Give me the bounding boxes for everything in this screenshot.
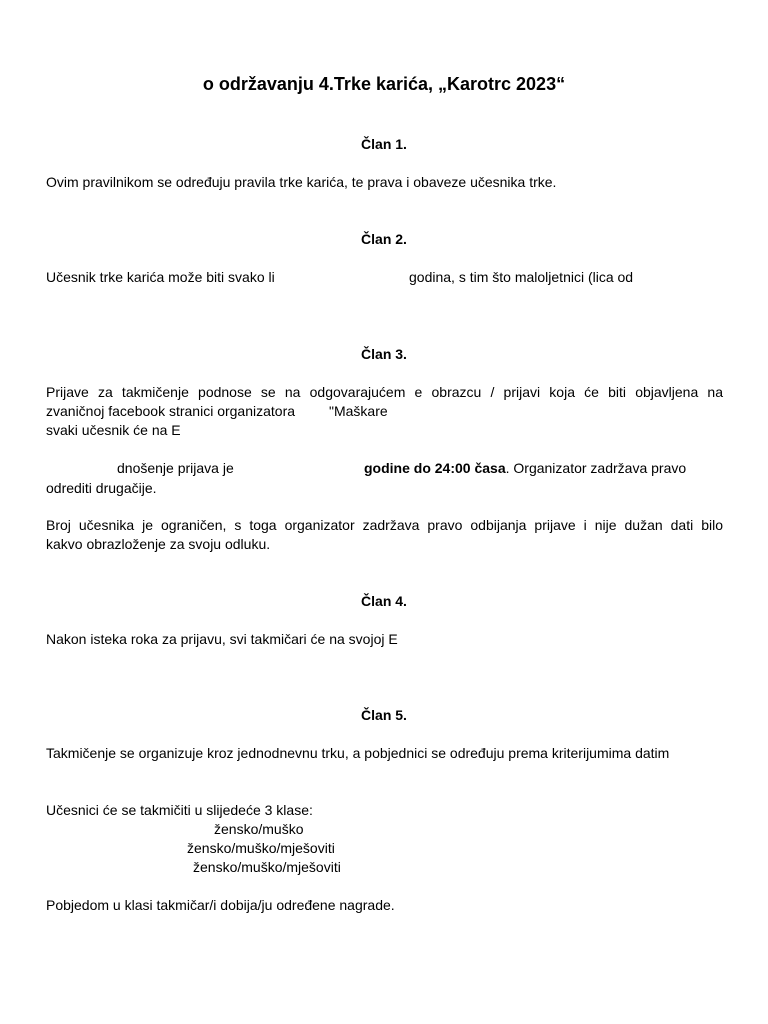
article-3-paragraph-1-line-2a: zvaničnoj facebook stranici organizatora xyxy=(46,403,296,419)
article-2-heading: Član 2. xyxy=(361,231,407,247)
class-item-2: žensko/muško/mješoviti xyxy=(187,840,335,856)
deadline-bold-text: godine do 24:00 časa xyxy=(364,460,506,476)
article-3-paragraph-2-end xyxy=(364,459,686,477)
article-3-heading: Član 3. xyxy=(361,346,407,362)
article-1-heading: Član 1. xyxy=(361,136,407,152)
article-3-paragraph-3-line-1: Broj učesnika je ograničen, s toga organizator zadržava pravo odbijanja prijave i nije dužan dati bilo xyxy=(46,517,723,533)
article-3-paragraph-1-line-1: Prijave za takmičenje podnose se na odgovarajućem e obrazcu / prijavi koja će biti objavljena na xyxy=(46,384,723,400)
class-item-1: žensko/muško xyxy=(214,821,304,837)
article-3-paragraph-1-line-3: svaki učesnik će na E xyxy=(46,422,181,438)
article-2-text-end: godina, s tim što maloljetnici (lica od xyxy=(409,269,634,285)
article-4-heading: Član 4. xyxy=(361,593,407,609)
article-1-text: Ovim pravilnikom se određuju pravila trke karića, te prava i obaveze učesnika trke. xyxy=(46,174,557,190)
article-3-paragraph-2-start: dnošenje prijava je xyxy=(117,460,234,476)
article-5-heading: Član 5. xyxy=(361,707,407,723)
article-4-text: Nakon isteka roka za prijavu, svi takmičari će na svojoj E xyxy=(46,631,398,647)
article-5-closing: Pobjedom u klasi takmičar/i dobija/ju određene nagrade. xyxy=(46,897,395,913)
article-3-paragraph-2-line-2: odrediti drugačije. xyxy=(46,480,157,496)
article-3-paragraph-1-line-2b: "Maškare xyxy=(329,403,388,419)
class-item-3: žensko/muško/mješoviti xyxy=(193,859,341,875)
article-2-text-start: Učesnik trke karića može biti svako li xyxy=(46,269,275,285)
article-5-text: Takmičenje se organizuje kroz jednodnevnu trku, a pobjednici se određuju prema kriterijumima datim xyxy=(46,745,670,761)
classes-intro: Učesnici će se takmičiti u slijedeće 3 klase: xyxy=(46,802,313,818)
document-title: o održavanju 4.Trke karića, „Karotrc 2023“ xyxy=(202,74,566,94)
article-3-paragraph-3-line-2: kakvo obrazloženje za svoju odluku. xyxy=(46,536,271,552)
deadline-rest-text: . Organizator zadržava pravo xyxy=(505,460,687,476)
